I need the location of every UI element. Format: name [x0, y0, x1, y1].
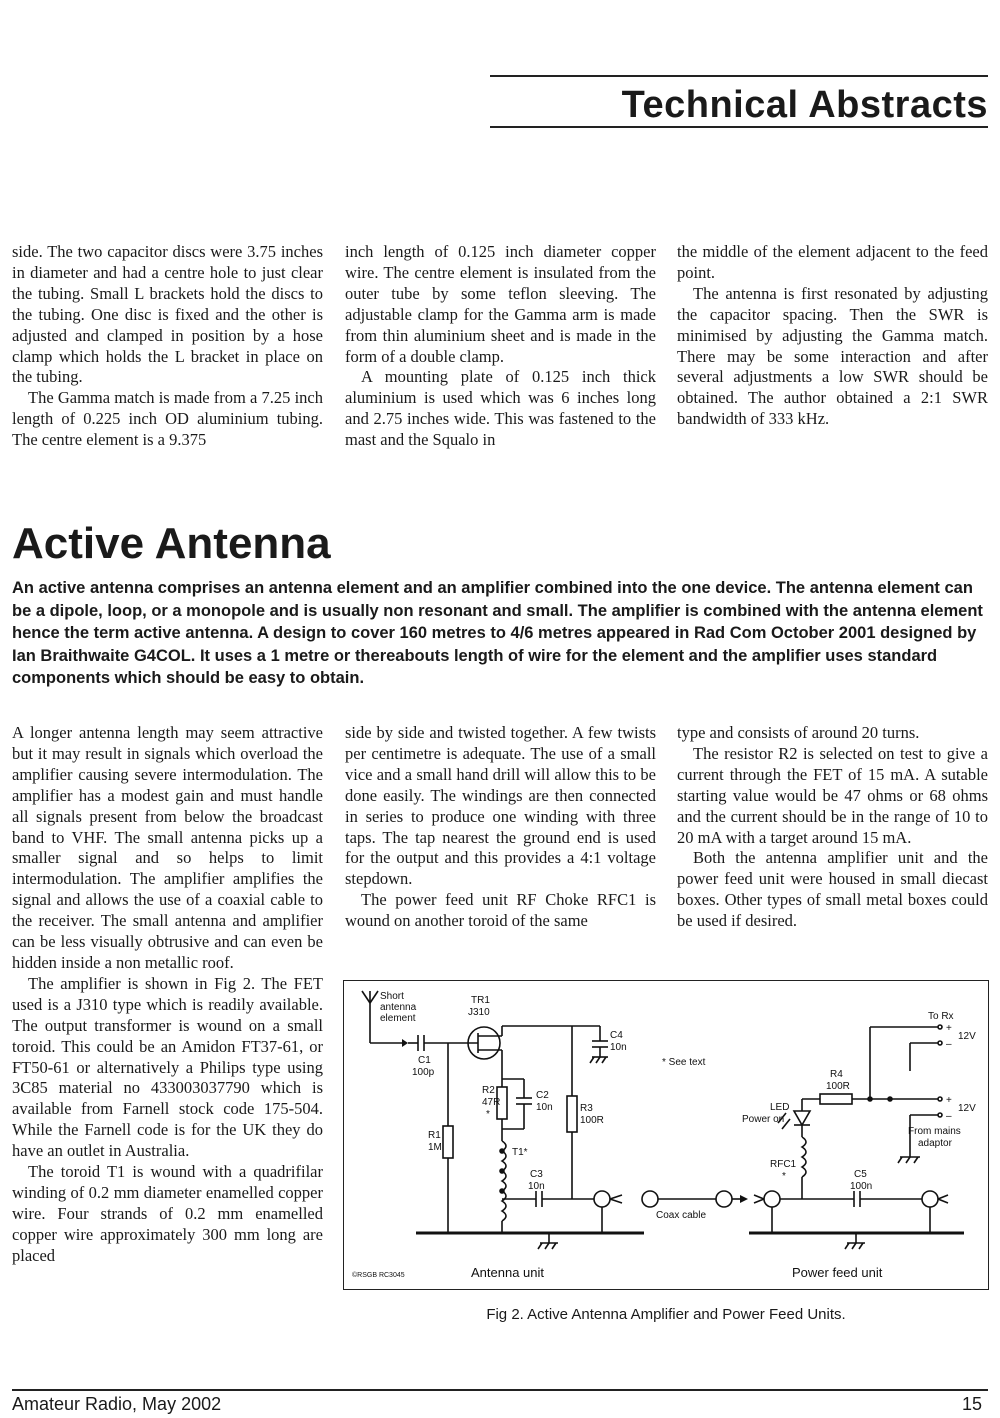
minus-sign: –: [946, 1111, 952, 1122]
c2-label: C2: [536, 1090, 549, 1101]
plus-sign: +: [946, 1095, 952, 1106]
plus-sign: +: [946, 1023, 952, 1034]
led-desc: Power on: [742, 1114, 785, 1125]
r1-value: 1M: [428, 1142, 442, 1153]
footer-rule: [12, 1389, 988, 1391]
article-column-1: [12, 723, 323, 1267]
article-intro: An active antenna comprises an antenna element and an amplifier combined into the one device. The antenna element can be a dipole, loop, or a monopole and is usually non resonant and small. The amplifier is combined with the antenna element hence the term active antenna. A design to cover 160 metres to 4/6 metres appeared in Rad Com October 2001 designed by Ian Braithwaite G4COL. It uses a 1 metre or thereabouts length of wire for the element and the amplifier uses standard components which should be easy to obtain.: [12, 579, 983, 688]
antenna-icon: [362, 991, 378, 1043]
figure-caption: Fig 2. Active Antenna Amplifier and Power Feed Units.: [486, 1306, 846, 1323]
coax-connector-icon: [594, 1191, 610, 1233]
c4-label: C4: [610, 1030, 623, 1041]
paragraph: inch length of 0.125 inch diameter copper wire. The centre element is insulated from the outer tube by some teflon sleeving. The adjustable clamp for the Gamma arm is made from thin aluminium sheet and is made in the form of a double clamp.: [345, 242, 656, 366]
voltage-label: 12V: [958, 1103, 976, 1114]
paragraph: The resistor R2 is selected on test to give a current through the FET of 15 mA. A sutable starting value would be 47 ohms or 68 ohms and the current should be in the range of 10 to 20 mA with a target around 15 mA.: [677, 743, 988, 847]
antenna-label-2: antenna: [380, 1002, 417, 1013]
paragraph: The antenna is first resonated by adjusting the capacitor spacing. Then the SWR is minimised by adjusting the Gamma match. There may be some interaction and after several adjustments a low SWR should be obtained. The author obtained a 2:1 SWR bandwidth of 333 kHz.: [677, 283, 988, 429]
copyright-mark: ©RSGB RC3045: [352, 1272, 405, 1279]
r2-value: 47R: [482, 1097, 501, 1108]
r3-label: R3: [580, 1103, 593, 1114]
paragraph: Both the antenna amplifier unit and the power feed unit were housed in small diecast boxes. Other types of small metal boxes could be used if desired.: [677, 848, 988, 931]
led-label: LED: [770, 1102, 790, 1113]
paragraph: side by side and twisted together. A few twists per centimetre is adequate. The use of a small vice and a small hand drill will allow this to be done easily. The windings are then connected in series to produce one winding with three taps. The tap nearest the ground end is used for the output and this provides a 4:1 voltage stepdown.: [345, 723, 656, 889]
article-column-3: [677, 723, 988, 932]
paragraph: The power feed unit RF Choke RFC1 is wound on another toroid of the same: [345, 890, 656, 931]
c5-label: C5: [854, 1169, 867, 1180]
circuit-diagram: [344, 981, 990, 1291]
tr1-type: J310: [468, 1007, 490, 1018]
top-column-3: [677, 242, 988, 430]
to-rx-label: To Rx: [928, 1011, 954, 1022]
r4-value: 100R: [826, 1081, 850, 1092]
c3-value: 10n: [528, 1181, 545, 1192]
top-column-2: [345, 242, 656, 451]
see-text-note: * See text: [662, 1057, 706, 1068]
paragraph: the middle of the element adjacent to the feed point.: [677, 242, 988, 282]
coax-label: Coax cable: [656, 1210, 707, 1221]
header-rule-top: [490, 75, 988, 77]
c4-value: 10n: [610, 1042, 627, 1053]
paragraph: The toroid T1 is wound with a quadrifilar winding of 0.2 mm diameter enamelled copper wire. Four strands of 0.2 mm enamelled copper wire approximately 300 mm long are placed: [12, 1162, 323, 1265]
section-title: Technical Abstracts: [621, 84, 988, 126]
ground-icon: [845, 1233, 865, 1249]
mains-label: From mains: [908, 1126, 961, 1137]
rfc1-star: *: [782, 1171, 786, 1182]
ground-icon: [538, 1233, 558, 1249]
paragraph: type and consists of around 20 turns.: [677, 723, 920, 742]
c5-value: 100n: [850, 1181, 873, 1192]
power-unit-label: Power feed unit: [792, 1265, 883, 1280]
voltage-label: 12V: [958, 1031, 976, 1042]
article-column-2: [345, 723, 656, 932]
footer-publication: Amateur Radio, May 2002: [12, 1394, 222, 1414]
t1-label: T1*: [512, 1147, 528, 1158]
tr1-label: TR1: [471, 995, 490, 1006]
mains-label-2: adaptor: [918, 1138, 952, 1149]
antenna-label-1: Short: [380, 991, 404, 1002]
paragraph: A longer antenna length may seem attractive but it may result in signals which overload the amplifier causing severe intermodulation. The amplifier has a modest gain and must handle all signals present from below the broadcast band to VHF. The small antenna picks up a smaller signal and so helps to limit intermodulation. The amplifier amplifies the signal and allows the use of a coaxial cable to the receiver. The small antenna and amplifier can be less visually obtrusive and can even be hidden inside a non metallic roof.: [12, 723, 323, 972]
ground-icon: [590, 1057, 608, 1063]
r1-label: R1: [428, 1130, 441, 1141]
r4-label: R4: [830, 1069, 843, 1080]
fet-tr1: [448, 1027, 502, 1059]
paragraph: The amplifier is shown in Fig 2. The FET used is a J310 type which is readily available. The output transformer is wound on a small toroid. This could be an Amidon FT37-61, or FT50-61 or alternatively a Philips type using 3C85 material no 433003037790 which is available from Farnell stock code 175-504. While the Farnell code is for the UK they do have an outlet in Australia.: [12, 973, 323, 1161]
rfc1-label: RFC1: [770, 1159, 797, 1170]
paragraph: The Gamma match is made from a 7.25 inch length of 0.225 inch OD aluminium tubing. The centre element is a 9.375: [12, 388, 323, 450]
antenna-label-3: element: [380, 1013, 416, 1024]
coax-connector-icon: [764, 1191, 780, 1233]
top-column-1: [12, 242, 323, 451]
c2-value: 10n: [536, 1102, 553, 1113]
capacitor-c1: [408, 1035, 448, 1051]
paragraph: side. The two capacitor discs were 3.75 inches in diameter and had a centre hole to just clear the tubing. Small L brackets hold the discs to the tubing. One disc is fixed and the other is adjusted and clamped in position by a hose clamp which holds the L bracket in place on the tubing.: [12, 242, 323, 387]
transformer-t1: [500, 1141, 506, 1221]
c3-label: C3: [530, 1169, 543, 1180]
minus-sign: –: [946, 1039, 952, 1050]
coax-connector-icon: [922, 1191, 938, 1233]
c1-value: 100p: [412, 1067, 435, 1078]
paragraph: A mounting plate of 0.125 inch thick aluminium is used which was 6 inches long and 2.75 inches wide. This was fastened to the mast and the Squalo in: [345, 367, 656, 450]
r2-label: R2: [482, 1085, 495, 1096]
article-title: Active Antenna: [12, 519, 331, 568]
c1-label: C1: [418, 1055, 431, 1066]
antenna-unit-label: Antenna unit: [471, 1265, 545, 1280]
r3-value: 100R: [580, 1115, 604, 1126]
r2-star: *: [486, 1109, 490, 1120]
ground-icon: [898, 1157, 920, 1163]
circuit-figure: [343, 980, 989, 1290]
page-number: 15: [961, 1394, 982, 1414]
